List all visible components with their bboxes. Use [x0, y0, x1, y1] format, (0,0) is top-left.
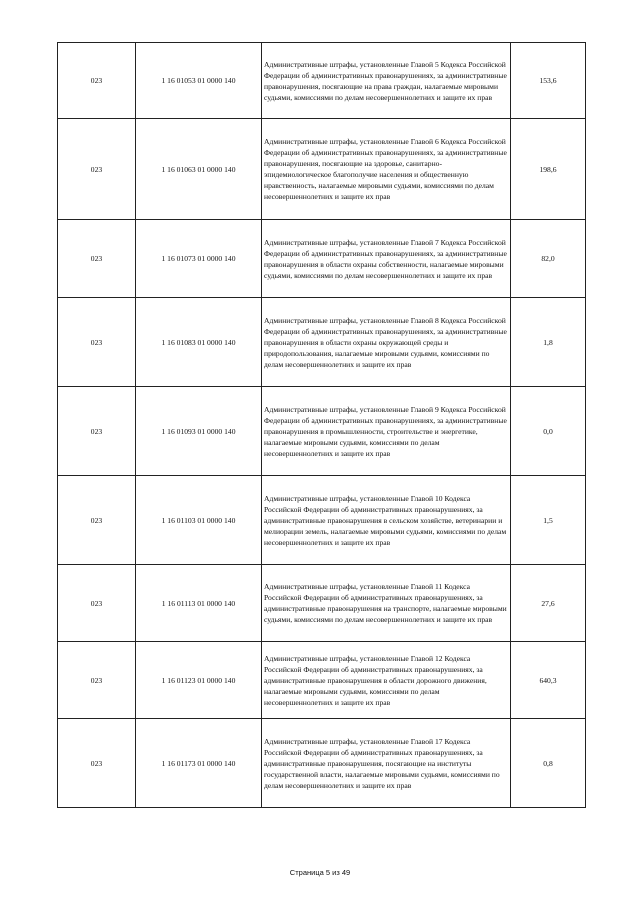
table-row: [58, 43, 586, 119]
revenue-code-cell: 1 16 01123 01 0000 140: [136, 642, 262, 719]
table-row: [58, 220, 586, 298]
revenue-code-cell: 1 16 01093 01 0000 140: [136, 387, 262, 476]
table-row: [58, 476, 586, 565]
table-row: [58, 565, 586, 642]
admin-code-cell: 023: [58, 476, 136, 565]
revenue-table: [57, 42, 586, 808]
description-cell: Административные штрафы, установленные Главой 10 Кодекса Российской Федерации об административных правонарушениях, за административные правонарушения в сельском хозяйстве, ветеринарии и мелиорации земель, налагаемые мировыми судьями, комиссиями по делам несовершеннолетних и защите их прав: [262, 476, 511, 565]
admin-code-cell: 023: [58, 642, 136, 719]
description-cell: Административные штрафы, установленные Главой 5 Кодекса Российской Федерации об административных правонарушениях, за административные правонарушения, посягающие на права граждан, налагаемые мировыми судьями, комиссиями по делам несовершеннолетних и защите их прав: [262, 43, 511, 119]
revenue-code-cell: 1 16 01053 01 0000 140: [136, 43, 262, 119]
admin-code-cell: 023: [58, 220, 136, 298]
table-row: [58, 387, 586, 476]
description-cell: Административные штрафы, установленные Главой 6 Кодекса Российской Федерации об административных правонарушениях, за административные правонарушения, посягающие на здоровье, санитарно-эпидемиологическое благополучие населения и общественную нравственность, налагаемые мировыми судьями, комиссиями по делам несовершеннолетних и защите их прав: [262, 119, 511, 220]
amount-cell: 1,5: [511, 476, 586, 565]
description-cell: Административные штрафы, установленные Главой 8 Кодекса Российской Федерации об административных правонарушениях, за административные правонарушения в области охраны окружающей среды и природопользования, налагаемые мировыми судьями, комиссиями по делам несовершеннолетних и защите их прав: [262, 298, 511, 387]
admin-code-cell: 023: [58, 298, 136, 387]
description-cell: Административные штрафы, установленные Главой 7 Кодекса Российской Федерации об административных правонарушениях, за административные правонарушения в области охраны собственности, налагаемые мировыми судьями, комиссиями по делам несовершеннолетних и защите их прав: [262, 220, 511, 298]
table-row: [58, 298, 586, 387]
revenue-code-cell: 1 16 01073 01 0000 140: [136, 220, 262, 298]
description-cell: Административные штрафы, установленные Главой 9 Кодекса Российской Федерации об административных правонарушениях, за административные правонарушения в промышленности, строительстве и энергетике, налагаемые мировыми судьями, комиссиями по делам несовершеннолетних и защите их прав: [262, 387, 511, 476]
table-row: [58, 119, 586, 220]
revenue-code-cell: 1 16 01103 01 0000 140: [136, 476, 262, 565]
table-row: [58, 719, 586, 808]
amount-cell: 27,6: [511, 565, 586, 642]
amount-cell: 82,0: [511, 220, 586, 298]
admin-code-cell: 023: [58, 387, 136, 476]
amount-cell: 198,6: [511, 119, 586, 220]
admin-code-cell: 023: [58, 119, 136, 220]
description-cell: Административные штрафы, установленные Главой 12 Кодекса Российской Федерации об административных правонарушениях, за административные правонарушения в области дорожного движения, налагаемые мировыми судьями, комиссиями по делам несовершеннолетних и защите их прав: [262, 642, 511, 719]
description-cell: Административные штрафы, установленные Главой 17 Кодекса Российской Федерации об административных правонарушениях, за административные правонарушения, посягающие на институты государственной власти, налагаемые мировыми судьями, комиссиями по делам несовершеннолетних и защите их прав: [262, 719, 511, 808]
table-row: [58, 642, 586, 719]
page-number: Страница 5 из 49: [289, 868, 351, 877]
admin-code-cell: 023: [58, 719, 136, 808]
amount-cell: 640,3: [511, 642, 586, 719]
description-cell: Административные штрафы, установленные Главой 11 Кодекса Российской Федерации об административных правонарушениях, за административные правонарушения на транспорте, налагаемые мировыми судьями, комиссиями по делам несовершеннолетних и защите их прав: [262, 565, 511, 642]
admin-code-cell: 023: [58, 565, 136, 642]
amount-cell: 0,8: [511, 719, 586, 808]
amount-cell: 153,6: [511, 43, 586, 119]
revenue-code-cell: 1 16 01173 01 0000 140: [136, 719, 262, 808]
admin-code-cell: 023: [58, 43, 136, 119]
amount-cell: 0,0: [511, 387, 586, 476]
revenue-code-cell: 1 16 01083 01 0000 140: [136, 298, 262, 387]
amount-cell: 1,8: [511, 298, 586, 387]
revenue-code-cell: 1 16 01063 01 0000 140: [136, 119, 262, 220]
revenue-code-cell: 1 16 01113 01 0000 140: [136, 565, 262, 642]
